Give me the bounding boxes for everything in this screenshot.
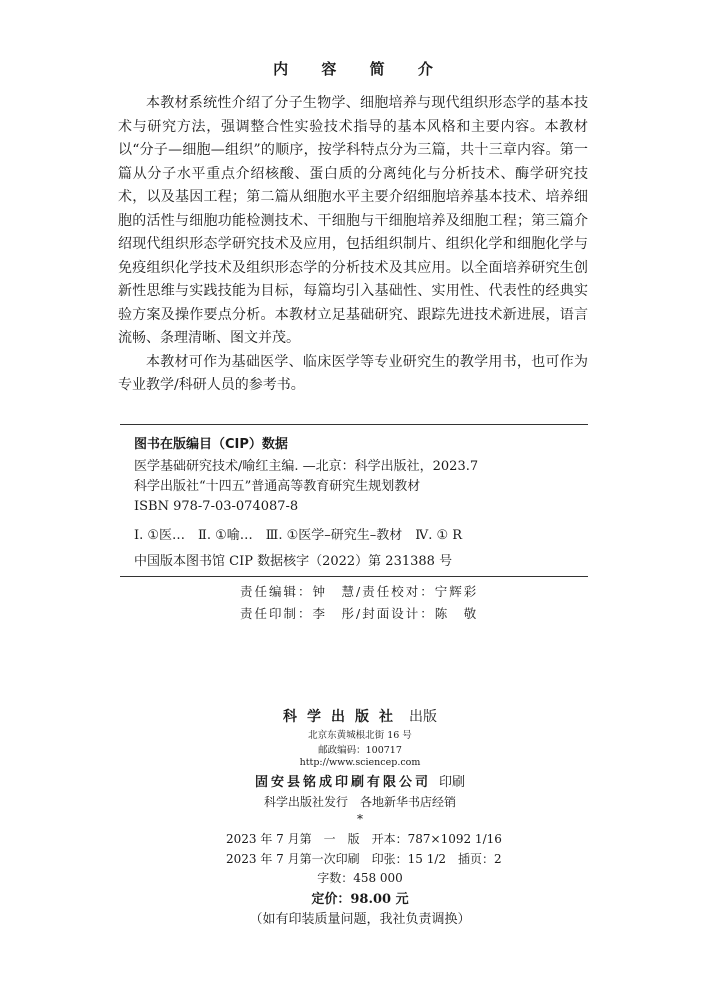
staff-editors: 责任编辑：钟 慧/责任校对：宁辉彩 xyxy=(240,584,479,599)
distribution-line: 科学出版社发行 各地新华书店经销 xyxy=(263,795,456,809)
publisher-suffix: 出版 xyxy=(409,709,437,725)
publisher-url: http://www.sciencep.com xyxy=(299,757,421,768)
printer-suffix: 印刷 xyxy=(439,775,466,790)
intro-title: 内 容 简 介 xyxy=(273,60,447,78)
intro-body xyxy=(118,92,588,398)
staff-production: 责任印制：李 彤/封面设计：陈 敬 xyxy=(240,606,479,621)
cip-line-isbn: ISBN 978-7-03-074087-8 xyxy=(134,499,299,514)
edition-line: 2023 年 7 月第 一 版 开本：787×1092 1/16 xyxy=(226,832,502,846)
intro-paragraph: 本教材系统性介绍了分子生物学、细胞培养与现代组织形态学的基本技术与研究方法，强调整合性实验技术指导的基本风格和主要内容。本教材以“分子—细胞—组织”的顺序，按学科特点分为三篇，共十三章内容。第一篇从分子水平重点介绍核酸、蛋白质的分离纯化与分析技术、酶学研究技术，以及基因工程；第二篇从细胞水平主要介绍细胞培养基本技术、培养细胞的活性与细胞功能检测技术、干细胞与干细胞培养及细胞工程；第三篇介绍现代组织形态学研究技术及应用，包括组织制片、组织化学和细胞化学与免疫组织化学技术及组织形态学的分析技术及其应用。以全面培养研究生创新性思维与实践技能为目标，每篇均引入基础性、实用性、代表性的经典实验方案及操作要点分析。本教材立足基础研究、跟踪先进技术新进展，语言流畅、条理清晰、图文并茂。 xyxy=(118,95,588,346)
cip-top-rule xyxy=(120,424,588,425)
publisher-line xyxy=(0,706,720,726)
printing-line: 2023 年 7 月第一次印刷 印张：15 1/2 插页：2 xyxy=(226,852,502,866)
cip-line-series: 科学出版社“十四五”普通高等教育研究生规划教材 xyxy=(134,479,421,494)
cip-title: 图书在版编目（CIP）数据 xyxy=(134,437,288,452)
printer-line xyxy=(0,771,720,790)
cip-line-classification: Ⅰ. ①医… Ⅱ. ①喻… Ⅲ. ①医学–研究生–教材 Ⅳ. ① R xyxy=(134,528,463,543)
quality-notice: （如有印装质量问题，我社负责调换） xyxy=(249,912,471,927)
word-count: 字数：458 000 xyxy=(317,871,403,885)
cip-line-title-author: 医学基础研究技术/喻红主编. —北京：科学出版社，2023.7 xyxy=(134,459,479,474)
cip-line-record-number: 中国版本图书馆 CIP 数据核字（2022）第 231388 号 xyxy=(134,554,453,569)
publisher-address: 北京东黄城根北街 16 号 xyxy=(308,730,412,741)
intro-paragraph: 本教材可作为基础医学、临床医学等专业研究生的教学用书，也可作为专业教学/科研人员的参考书。 xyxy=(118,353,588,393)
publisher-postcode: 邮政编码：100717 xyxy=(318,745,402,756)
cip-bottom-rule xyxy=(120,576,588,577)
publisher-name: 科学出版社 xyxy=(283,709,403,725)
separator-star: * xyxy=(357,812,363,826)
printer-name: 固安县铭成印刷有限公司 xyxy=(254,775,431,790)
price: 定价：98.00 元 xyxy=(311,892,409,907)
